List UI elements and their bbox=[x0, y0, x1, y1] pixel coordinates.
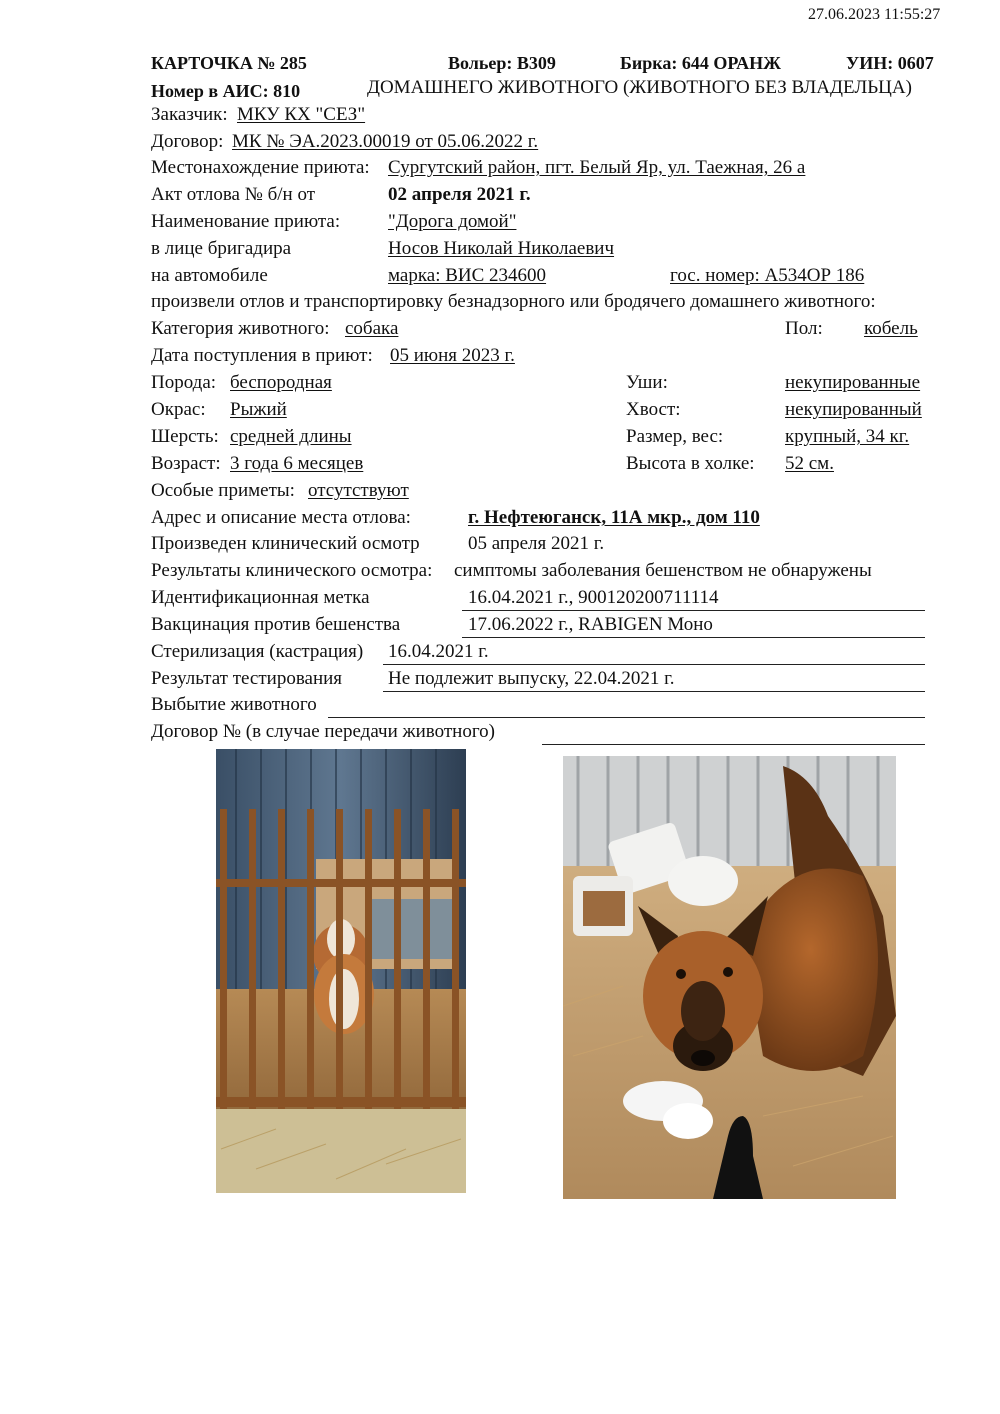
size-label: Размер, вес: bbox=[626, 426, 724, 447]
sex-label: Пол: bbox=[785, 318, 823, 339]
sterilization-line bbox=[383, 664, 925, 665]
vehicle-brand: марка: ВИС 234600 bbox=[388, 265, 547, 286]
category-value: собака bbox=[345, 318, 399, 339]
dog-cage-photo bbox=[216, 749, 466, 1193]
capture-act-date: 02 апреля 2021 г. bbox=[388, 184, 531, 205]
vaccination-value: 17.06.2022 г., RABIGEN Моно bbox=[468, 614, 713, 635]
shelter-name-label: Наименование приюта: bbox=[151, 211, 341, 232]
sex-value: кобель bbox=[864, 318, 918, 339]
marks-value: отсутствуют bbox=[308, 480, 409, 501]
category-label: Категория животного: bbox=[151, 318, 330, 339]
height-label: Высота в холке: bbox=[626, 453, 755, 474]
coat-value: средней длины bbox=[230, 426, 352, 447]
foreman-label: в лице бригадира bbox=[151, 238, 292, 259]
ais-number: Номер в АИС: 810 bbox=[151, 81, 301, 101]
ears-value: некупированные bbox=[785, 372, 921, 393]
vaccination-line bbox=[462, 637, 925, 638]
arrival-value: 05 июня 2023 г. bbox=[390, 345, 515, 366]
id-mark-value: 16.04.2021 г., 900120200711114 bbox=[468, 587, 719, 608]
dog-closeup-photo bbox=[563, 756, 896, 1199]
size-value: крупный, 34 кг. bbox=[785, 426, 910, 447]
vehicle-plate: гос. номер: А534ОР 186 bbox=[670, 265, 865, 286]
enclosure-number: Вольер: В309 bbox=[448, 53, 556, 73]
tail-label: Хвост: bbox=[626, 399, 681, 420]
uin-number: УИН: 0607 bbox=[846, 53, 934, 73]
vaccination-label: Вакцинация против бешенства bbox=[151, 614, 401, 635]
statement-text: произвели отлов и транспортировку безнадзорного или бродячего домашнего животного: bbox=[151, 291, 876, 312]
contract-value: МК № ЭА.2023.00019 от 05.06.2022 г. bbox=[232, 131, 539, 152]
shelter-location-label: Местонахождение приюта: bbox=[151, 157, 370, 178]
shelter-name-value: "Дорога домой" bbox=[388, 211, 517, 232]
sterilization-label: Стерилизация (кастрация) bbox=[151, 641, 364, 662]
transfer-contract-line bbox=[542, 744, 925, 745]
color-label: Окрас: bbox=[151, 399, 206, 420]
foreman-value: Носов Николай Николаевич bbox=[388, 238, 615, 259]
arrival-label: Дата поступления в приют: bbox=[151, 345, 373, 366]
id-mark-label: Идентификационная метка bbox=[151, 587, 370, 608]
tail-value: некупированный bbox=[785, 399, 922, 420]
test-result-line bbox=[383, 691, 925, 692]
clinical-exam-date: 05 апреля 2021 г. bbox=[468, 533, 605, 554]
card-number: КАРТОЧКА № 285 bbox=[151, 53, 307, 73]
exam-results-value: симптомы заболевания бешенством не обнаружены bbox=[454, 560, 872, 581]
age-label: Возраст: bbox=[151, 453, 221, 474]
customer-value: МКУ КХ "СЕЗ" bbox=[237, 104, 366, 125]
test-result-label: Результат тестирования bbox=[151, 668, 343, 689]
capture-address-value: г. Нефтеюганск, 11А мкр., дом 110 bbox=[468, 507, 760, 528]
print-timestamp: 27.06.2023 11:55:27 bbox=[808, 6, 941, 23]
exam-results-label: Результаты клинического осмотра: bbox=[151, 560, 433, 581]
capture-address-label: Адрес и описание места отлова: bbox=[151, 507, 411, 528]
marks-label: Особые приметы: bbox=[151, 480, 295, 501]
breed-value: беспородная bbox=[230, 372, 332, 393]
color-value: Рыжий bbox=[230, 399, 287, 420]
id-mark-line bbox=[462, 610, 925, 611]
ears-label: Уши: bbox=[626, 372, 668, 393]
transfer-contract-label: Договор № (в случае передачи животного) bbox=[151, 721, 495, 742]
height-value: 52 см. bbox=[785, 453, 834, 474]
test-result-value: Не подлежит выпуску, 22.04.2021 г. bbox=[388, 668, 675, 689]
shelter-location-value: Сургутский район, пгт. Белый Яр, ул. Таежная, 26 а bbox=[388, 157, 806, 178]
disposal-label: Выбытие животного bbox=[151, 694, 317, 715]
coat-label: Шерсть: bbox=[151, 426, 219, 447]
vehicle-label: на автомобиле bbox=[151, 265, 268, 286]
disposal-line bbox=[328, 717, 925, 718]
capture-act-label: Акт отлова № б/н от bbox=[151, 184, 316, 205]
document-title: ДОМАШНЕГО ЖИВОТНОГО (ЖИВОТНОГО БЕЗ ВЛАДЕЛЬЦА) bbox=[367, 77, 912, 98]
contract-label: Договор: bbox=[151, 131, 224, 152]
age-value: 3 года 6 месяцев bbox=[230, 453, 364, 474]
breed-label: Порода: bbox=[151, 372, 217, 393]
customer-label: Заказчик: bbox=[151, 104, 228, 125]
tag-number: Бирка: 644 ОРАНЖ bbox=[620, 53, 781, 73]
clinical-exam-label: Произведен клинический осмотр bbox=[151, 533, 420, 554]
sterilization-value: 16.04.2021 г. bbox=[388, 641, 489, 662]
